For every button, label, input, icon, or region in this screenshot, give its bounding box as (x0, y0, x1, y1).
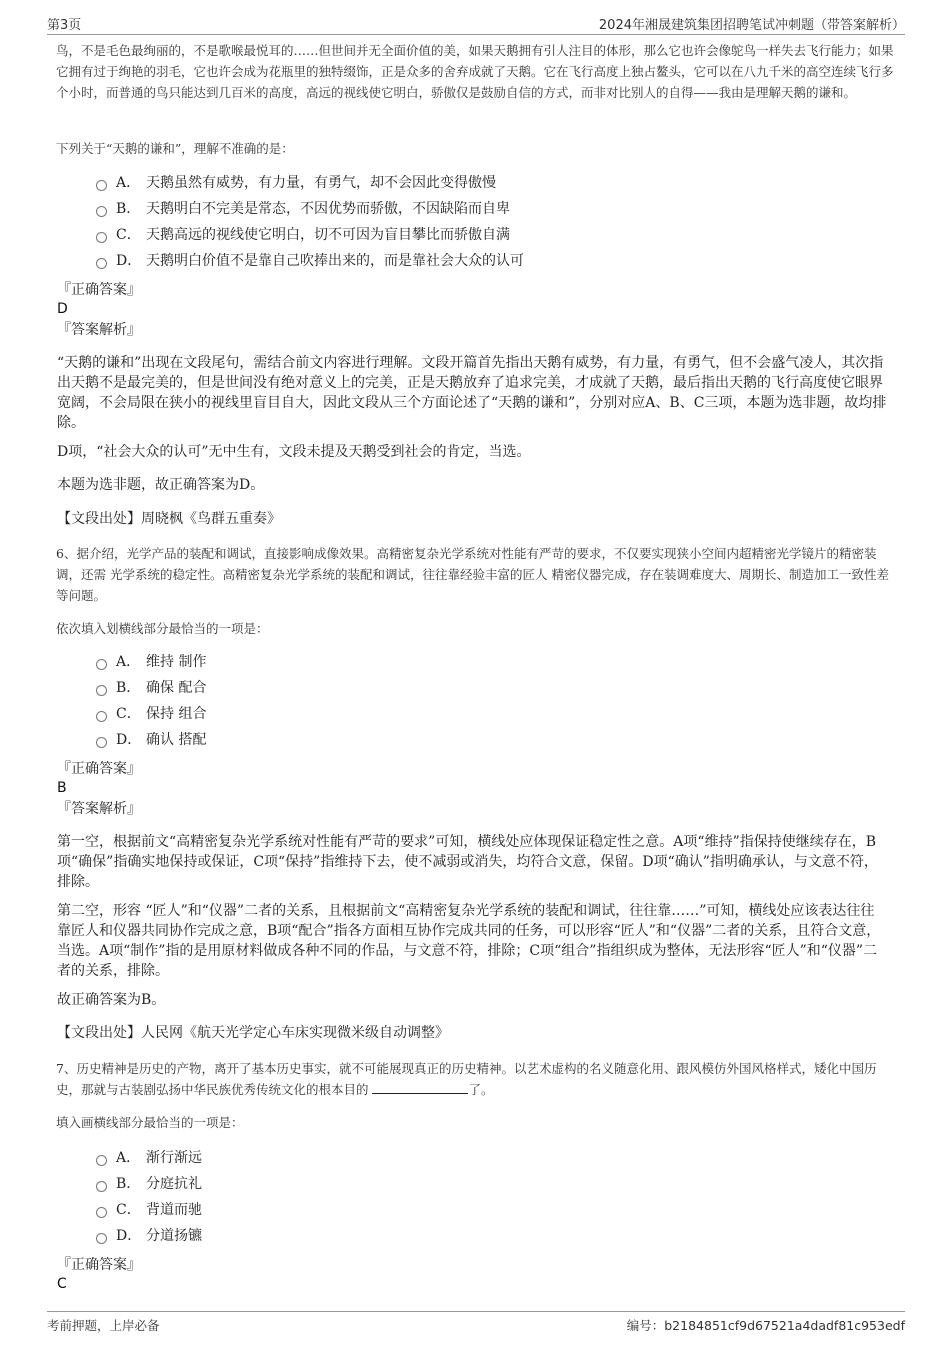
q5-answer: D (57, 301, 68, 317)
q5-option-c[interactable]: C． 天鹅高远的视线使它明白，切不可因为盲目攀比而骄傲自满 (96, 224, 510, 246)
q6-prompt: 依次填入划横线部分最恰当的一项是： (56, 621, 269, 636)
q5-analysis-3: 本题为选非题，故正确答案为D。 (57, 477, 265, 493)
q7-option-b[interactable]: B． 分庭抗礼 (96, 1173, 202, 1195)
radio-icon[interactable] (96, 711, 107, 722)
q7-answer-label: 『正确答案』 (57, 1257, 141, 1273)
q7-stem: 7、历史精神是历史的产物，离开了基本历史事实，就不可能展现真正的历史精神。以艺术虚构的名义随意化用、跟风模仿外国风格样式，矮化中国历史，那就与古装剧弘扬中华民族优秀传统文化的根本目的 了。 (56, 1061, 877, 1097)
document-title: 2024年湘晟建筑集团招聘笔试冲刺题（带答案解析） (598, 18, 905, 33)
intro-passage: 鸟，不是毛色最绚丽的，不是歌喉最悦耳的……但世间并无全面价值的美，如果天鹅拥有引人注目的体形，那么它也许会像鸵鸟一样失去飞行能力；如果它拥有过于绚艳的羽毛，它也许会成为花瓶里的独特缀饰，正是众多的舍弃成就了天鹅。它在飞行高度上独占鳌头，它可以在八九千米的高空连续飞行多个小时，而普通的鸟只能达到几百米的高度，高远的视线使它明白，骄傲仅是鼓励自信的方式，而非对比别人的自得——我由是理解天鹅的谦和。 (56, 43, 894, 100)
q5-source: 【文段出处】周晓枫《鸟群五重奏》 (57, 511, 281, 527)
q6-option-a[interactable]: A． 维持 制作 (96, 651, 206, 673)
radio-icon[interactable] (96, 685, 107, 696)
footer-slogan: 考前押题，上岸必备 (47, 1318, 160, 1333)
q6-source: 【文段出处】人民网《航天光学定心车床实现微米级自动调整》 (57, 1025, 449, 1041)
radio-icon[interactable] (96, 1233, 107, 1244)
q7-answer: C (57, 1276, 67, 1292)
q6-analysis-2: 第二空，形容 “匠人”和“仪器”二者的关系，且根据前文“高精密复杂光学系统的装配和调试，往往靠……”可知，横线处应该表达往往靠匠人和仪器共同协作完成之意，B项“配合”指各方面相互协作完成共同的任务，可以形容“匠人”和“仪器”二者的关系，且符合文意，当选。A项“制作”指的是用原材料做成各种不同的作品，与文意不符，排除；C项“组合”指组织成为整体，无法形容“匠人”和“仪器”二者的关系，排除。 (57, 903, 881, 979)
footer-serial: 编号：b2184851cf9d67521a4dadf81c953edf (626, 1318, 905, 1333)
q5-option-b[interactable]: B． 天鹅明白不完美是常态，不因优势而骄傲，不因缺陷而自卑 (96, 198, 510, 220)
page-number: 第3页 (47, 18, 82, 33)
page-header (47, 14, 905, 35)
radio-icon[interactable] (96, 258, 107, 269)
radio-icon[interactable] (96, 1181, 107, 1192)
q6-stem: 6、据介绍，光学产品的装配和调试，直接影响成像效果。高精密复杂光学系统对性能有严苛的要求，不仅要实现狭小空间内超精密光学镜片的精密装调，还需 光学系统的稳定性。高精密复杂光学系统的装配和调试，往往靠经验丰富的匠人 精密仪器完成，存在装调难度大、周期长、制造加工一致性差等问题。 (56, 546, 889, 603)
radio-icon[interactable] (96, 180, 107, 191)
radio-icon[interactable] (96, 659, 107, 670)
q7-option-c[interactable]: C． 背道而驰 (96, 1199, 202, 1221)
radio-icon[interactable] (96, 206, 107, 217)
q6-answer: B (57, 780, 67, 796)
q7-prompt: 填入画横线部分最恰当的一项是： (56, 1115, 244, 1130)
q5-analysis-label: 『答案解析』 (57, 322, 141, 338)
answer-blank (372, 1079, 468, 1094)
q7-option-d[interactable]: D． 分道扬镳 (96, 1225, 202, 1247)
page-footer (47, 1311, 905, 1338)
q6-analysis-label: 『答案解析』 (57, 801, 141, 817)
q7-option-a[interactable]: A． 渐行渐远 (96, 1147, 202, 1169)
q6-answer-label: 『正确答案』 (57, 761, 141, 777)
radio-icon[interactable] (96, 1155, 107, 1166)
q6-option-b[interactable]: B． 确保 配合 (96, 677, 206, 699)
q5-option-d[interactable]: D． 天鹅明白价值不是靠自己吹捧出来的，而是靠社会大众的认可 (96, 250, 524, 272)
radio-icon[interactable] (96, 1207, 107, 1218)
q5-prompt: 下列关于“天鹅的谦和”，理解不准确的是： (56, 141, 294, 156)
q6-option-d[interactable]: D． 确认 搭配 (96, 729, 206, 751)
q6-analysis-3: 故正确答案为B。 (57, 992, 166, 1008)
q5-answer-label: 『正确答案』 (57, 282, 141, 298)
q6-analysis-1: 第一空，根据前文“高精密复杂光学系统对性能有严苛的要求”可知，横线处应体现保证稳定性之意。A项“维持”指保持使继续存在，B项“确保”指确实地保持或保证，C项“保持”指维持下去，使不减弱或消失，均符合文意，保留。D项“确认”指明确承认，与文意不符，排除。 (57, 834, 878, 890)
q5-analysis-2: D项，“社会大众的认可”无中生有，文段未提及天鹅受到社会的肯定，当选。 (57, 444, 531, 460)
q5-option-a[interactable]: A． 天鹅虽然有威势，有力量，有勇气，却不会因此变得傲慢 (96, 172, 496, 194)
radio-icon[interactable] (96, 232, 107, 243)
radio-icon[interactable] (96, 737, 107, 748)
q5-analysis-1: “天鹅的谦和”出现在文段尾句，需结合前文内容进行理解。文段开篇首先指出天鹅有威势，有力量，有勇气，但不会盛气凌人，其次指出天鹅不是最完美的，但是世间没有绝对意义上的完美，正是天鹅放弃了追求完美，才成就了天鹅，最后指出天鹅的飞行高度使它眼界宽阔，不会局限在狭小的视线里盲目自大，因此文段从三个方面论述了“天鹅的谦和”，分别对应A、B、C三项，本题为选非题，故均排除。 (57, 355, 887, 431)
q6-option-c[interactable]: C． 保持 组合 (96, 703, 206, 725)
